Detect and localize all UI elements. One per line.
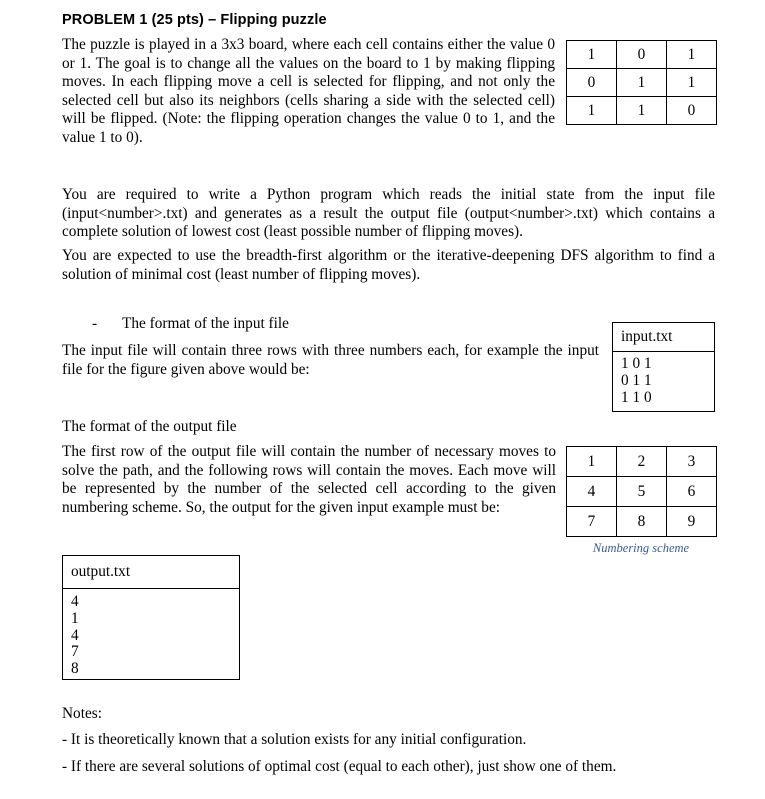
numbering-cell: 9: [667, 507, 717, 537]
table-row: [567, 507, 717, 537]
table-row: [567, 69, 717, 97]
paragraph-expected-algorithms: You are expected to use the breadth-first algorithm or the iterative-deepening DFS algorithm to find a solution of minimal cost (least number of flipping moves).: [62, 247, 715, 283]
page-title: PROBLEM 1 (25 pts) – Flipping puzzle: [62, 12, 327, 28]
board-state-table: [566, 40, 717, 125]
table-row: [567, 477, 717, 507]
board-cell: 0: [667, 97, 717, 125]
output-file-content: [63, 589, 239, 678]
board-cell: 1: [617, 69, 667, 97]
output-file-box: [62, 555, 240, 680]
input-format-bullet-label: The format of the input file: [122, 315, 289, 332]
output-file-line: 4: [71, 626, 79, 644]
board-cell: 1: [567, 41, 617, 69]
board-cell: 0: [617, 41, 667, 69]
notes-title: Notes:: [62, 705, 102, 722]
board-cell: 1: [667, 41, 717, 69]
table-row: [567, 97, 717, 125]
table-row: [567, 41, 717, 69]
paragraph-output-file-description: The first row of the output file will contain the number of necessary moves to solve the path, and the following rows will contain the moves. Each move will be represented by the number of the selected cell according to the given numbering scheme. So, the output for the given input example must be:: [62, 443, 556, 516]
numbering-cell: 2: [617, 447, 667, 477]
table-row: [567, 447, 717, 477]
numbering-cell: 3: [667, 447, 717, 477]
input-file-box: [612, 322, 715, 412]
numbering-cell: 4: [567, 477, 617, 507]
input-file-title: input.txt: [613, 323, 714, 352]
paragraph-input-file-description: The input file will contain three rows with three numbers each, for example the input file for the figure given above would be:: [62, 342, 599, 378]
paragraph-intro: The puzzle is played in a 3x3 board, where each cell contains either the value 0 or 1. The goal is to change all the values on the board to 1 by making flipping moves. In each flipping move a cell is selected for flipping, and not only the selected cell but also its neighbors (cells sharing a side with the selected cell) will be flipped. (Note: the flipping operation changes the value 0 to 1, and the value 1 to 0).: [62, 36, 555, 146]
board-cell: 1: [667, 69, 717, 97]
note-item: - If there are several solutions of optimal cost (equal to each other), just show one of them.: [62, 758, 617, 775]
numbering-scheme-table: [566, 446, 717, 537]
input-file-line: 1 0 1: [621, 355, 652, 372]
output-file-title: output.txt: [63, 556, 239, 589]
output-file-line: 7: [71, 643, 79, 661]
board-cell: 0: [567, 69, 617, 97]
numbering-cell: 6: [667, 477, 717, 507]
output-file-line: 4: [71, 593, 79, 610]
numbering-cell: 1: [567, 447, 617, 477]
numbering-cell: 5: [617, 477, 667, 507]
output-format-heading: The format of the output file: [62, 418, 237, 435]
input-file-line: 0 1 1: [621, 371, 652, 389]
numbering-cell: 8: [617, 507, 667, 537]
output-file-line: 1: [71, 609, 79, 627]
bullet-dash: -: [92, 315, 98, 332]
input-format-bullet: [62, 315, 602, 334]
numbering-cell: 7: [567, 507, 617, 537]
input-file-line: 1 1 0: [621, 388, 652, 406]
input-file-content: [613, 352, 714, 411]
numbering-scheme-caption: Numbering scheme: [592, 541, 690, 555]
board-cell: 1: [567, 97, 617, 125]
output-file-line: 8: [71, 660, 79, 678]
board-cell: 1: [617, 97, 667, 125]
note-item: - It is theoretically known that a solution exists for any initial configuration.: [62, 731, 527, 748]
paragraph-requirements: You are required to write a Python program which reads the initial state from the input file (input<number>.txt) and generates as a result the output file (output<number>.txt) which contains a complete solution of lowest cost (least possible number of flipping moves).: [62, 186, 715, 241]
